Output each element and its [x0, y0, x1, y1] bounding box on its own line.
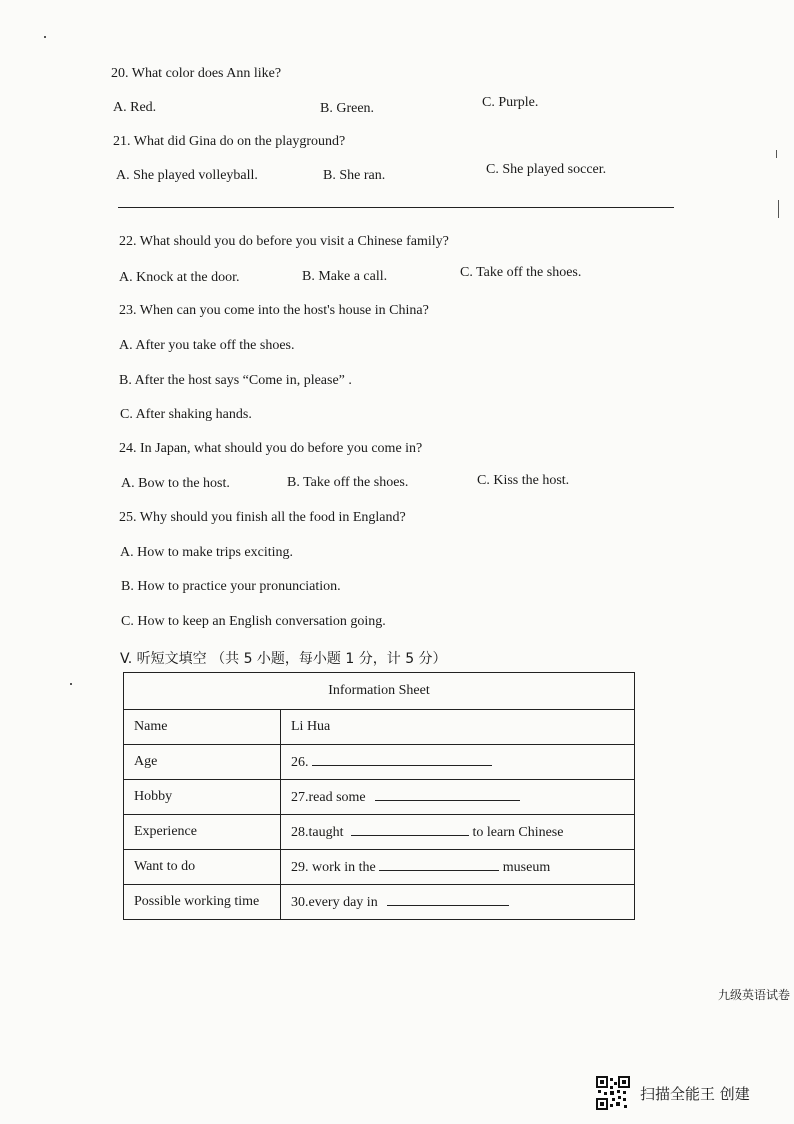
question-21-option-b: B. She ran.: [323, 168, 386, 183]
row-label: Name: [124, 710, 281, 745]
section-divider: [118, 207, 674, 208]
question-21-option-a: A. She played volleyball.: [116, 168, 258, 183]
table-row: [124, 885, 635, 920]
scan-speck: [778, 200, 779, 218]
row-label: Experience: [124, 815, 281, 850]
answer-blank-29[interactable]: [379, 858, 499, 871]
question-25-option-a: A. How to make trips exciting.: [120, 545, 294, 560]
qr-code-icon: [596, 1076, 630, 1110]
information-sheet-table: [123, 672, 635, 920]
question-24-stem: 24. In Japan, what should you do before you come in?: [119, 441, 423, 456]
row-label: Age: [124, 745, 281, 780]
exam-footer-tag: 九级英语试卷: [718, 988, 791, 1002]
question-23-stem: 23. When can you come into the host's house in China?: [119, 303, 429, 318]
table-row: [124, 850, 635, 885]
question-25-option-c: C. How to keep an English conversation going.: [121, 614, 386, 629]
row-value: [281, 780, 635, 815]
row-value-suffix: museum: [502, 860, 551, 875]
row-value-text: 29. work in the: [291, 860, 376, 875]
row-label: Hobby: [124, 780, 281, 815]
row-value: [281, 815, 635, 850]
table-header-row: [124, 673, 635, 710]
row-value-text: 27.read some: [291, 790, 366, 805]
question-25-stem: 25. Why should you finish all the food in England?: [119, 510, 406, 525]
question-20-option-a: A. Red.: [113, 100, 157, 115]
question-24-option-b: B. Take off the shoes.: [287, 475, 409, 490]
question-23-option-c: C. After shaking hands.: [120, 407, 252, 422]
question-22-option-b: B. Make a call.: [302, 269, 388, 284]
table-row: [124, 710, 635, 745]
row-value-text: 30.every day in: [291, 895, 378, 910]
row-value-text: 26.: [291, 755, 309, 770]
question-22-stem: 22. What should you do before you visit a Chinese family?: [119, 234, 449, 249]
row-value: [281, 885, 635, 920]
row-value: [281, 745, 635, 780]
question-22-option-a: A. Knock at the door.: [119, 270, 240, 285]
table-title: Information Sheet: [124, 673, 635, 710]
answer-blank-30[interactable]: [387, 893, 509, 906]
question-24-option-c: C. Kiss the host.: [477, 473, 570, 488]
question-21-stem: 21. What did Gina do on the playground?: [113, 134, 346, 149]
scanner-watermark-text: 扫描全能王 创建: [640, 1085, 750, 1103]
row-value-text: 28.taught: [291, 825, 344, 840]
table-row: [124, 815, 635, 850]
answer-blank-26[interactable]: [312, 753, 492, 766]
row-value-suffix: to learn Chinese: [472, 825, 564, 840]
question-23-option-b: B. After the host says “Come in, please” .: [119, 373, 352, 388]
table-row: [124, 745, 635, 780]
scan-speck: [44, 36, 46, 38]
row-value: [281, 850, 635, 885]
question-20-option-c: C. Purple.: [482, 95, 539, 110]
question-23-option-a: A. After you take off the shoes.: [119, 338, 295, 353]
question-24-option-a: A. Bow to the host.: [121, 476, 230, 491]
question-22-option-c: C. Take off the shoes.: [460, 265, 582, 280]
row-value-text: Li Hua: [291, 719, 331, 734]
row-label: Want to do: [124, 850, 281, 885]
row-label: Possible working time: [124, 885, 281, 920]
question-25-option-b: B. How to practice your pronunciation.: [121, 579, 341, 594]
question-20-option-b: B. Green.: [320, 101, 375, 116]
answer-blank-27[interactable]: [375, 788, 520, 801]
scan-speck: [70, 683, 72, 685]
table-row: [124, 780, 635, 815]
row-value: [281, 710, 635, 745]
answer-blank-28[interactable]: [351, 823, 469, 836]
section-5-heading: V. 听短文填空 （共 5 小题，每小题 1 分，计 5 分）: [120, 651, 447, 667]
question-20-stem: 20. What color does Ann like?: [111, 66, 282, 81]
question-21-option-c: C. She played soccer.: [486, 162, 607, 177]
scan-speck: [776, 150, 777, 158]
